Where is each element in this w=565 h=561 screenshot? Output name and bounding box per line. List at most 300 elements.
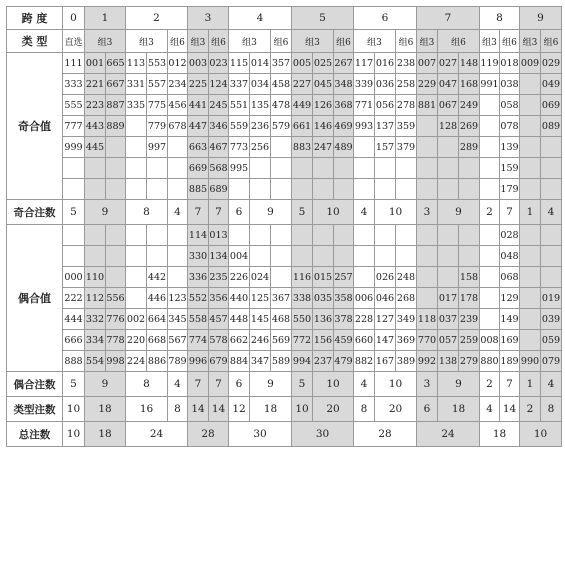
count-cell: 7 bbox=[500, 200, 520, 225]
number-cell: 156 bbox=[313, 330, 334, 351]
number-cell: 025 bbox=[313, 53, 334, 74]
number-cell: 279 bbox=[459, 351, 480, 372]
number-cell: 079 bbox=[541, 351, 562, 372]
odd-count-row bbox=[7, 200, 562, 225]
number-cell: 127 bbox=[375, 309, 396, 330]
number-cell bbox=[459, 225, 480, 246]
number-cell bbox=[126, 179, 147, 200]
number-cell: 883 bbox=[292, 137, 313, 158]
number-cell: 059 bbox=[541, 330, 562, 351]
number-cell: 554 bbox=[85, 351, 106, 372]
number-cell: 359 bbox=[396, 116, 417, 137]
number-cell bbox=[438, 246, 459, 267]
number-cell bbox=[480, 95, 500, 116]
number-cell: 015 bbox=[313, 267, 334, 288]
number-cell bbox=[271, 267, 292, 288]
number-cell: 137 bbox=[375, 116, 396, 137]
number-cell: 489 bbox=[334, 137, 354, 158]
number-cell: 013 bbox=[209, 225, 229, 246]
even-sum-label: 偶合值 bbox=[7, 225, 63, 372]
number-cell: 289 bbox=[459, 137, 480, 158]
number-cell bbox=[271, 158, 292, 179]
type-value-cell: 组6 bbox=[396, 30, 417, 53]
span-value-cell: 9 bbox=[520, 7, 562, 30]
count-cell: 18 bbox=[438, 397, 480, 422]
number-cell: 775 bbox=[147, 95, 168, 116]
count-cell: 4 bbox=[541, 372, 562, 397]
number-cell: 389 bbox=[396, 351, 417, 372]
number-cell: 661 bbox=[292, 116, 313, 137]
number-cell: 168 bbox=[459, 74, 480, 95]
number-cell: 887 bbox=[106, 95, 126, 116]
number-cell: 047 bbox=[438, 74, 459, 95]
number-cell bbox=[229, 179, 250, 200]
number-cell: 008 bbox=[480, 330, 500, 351]
number-cell: 660 bbox=[354, 330, 375, 351]
number-cell: 135 bbox=[250, 95, 271, 116]
number-cell bbox=[396, 246, 417, 267]
number-cell: 048 bbox=[500, 246, 520, 267]
count-cell: 1 bbox=[520, 372, 541, 397]
count-cell: 18 bbox=[85, 397, 126, 422]
count-cell: 30 bbox=[229, 422, 292, 447]
number-cell: 556 bbox=[106, 288, 126, 309]
number-cell bbox=[396, 225, 417, 246]
number-cell: 158 bbox=[459, 267, 480, 288]
number-cell bbox=[292, 246, 313, 267]
number-cell bbox=[313, 246, 334, 267]
number-cell: 990 bbox=[520, 351, 541, 372]
number-cell: 225 bbox=[188, 74, 209, 95]
number-cell bbox=[106, 267, 126, 288]
number-cell: 368 bbox=[334, 95, 354, 116]
span-value-cell: 2 bbox=[126, 7, 188, 30]
type-value-cell: 组6 bbox=[209, 30, 229, 53]
number-cell: 178 bbox=[459, 288, 480, 309]
table-row bbox=[7, 74, 562, 95]
count-cell: 10 bbox=[292, 397, 313, 422]
number-cell: 027 bbox=[438, 53, 459, 74]
number-cell: 332 bbox=[85, 309, 106, 330]
number-cell: 139 bbox=[500, 137, 520, 158]
number-cell bbox=[541, 225, 562, 246]
number-cell: 229 bbox=[417, 74, 438, 95]
number-cell: 663 bbox=[188, 137, 209, 158]
number-cell: 116 bbox=[292, 267, 313, 288]
number-cell: 129 bbox=[500, 288, 520, 309]
number-cell bbox=[541, 246, 562, 267]
count-cell: 4 bbox=[480, 397, 500, 422]
span-value-cell: 5 bbox=[292, 7, 354, 30]
number-cell bbox=[147, 225, 168, 246]
number-cell bbox=[313, 225, 334, 246]
number-cell: 445 bbox=[85, 137, 106, 158]
number-cell: 029 bbox=[541, 53, 562, 74]
number-cell bbox=[292, 158, 313, 179]
number-cell: 125 bbox=[250, 288, 271, 309]
number-cell: 134 bbox=[209, 246, 229, 267]
count-cell: 18 bbox=[250, 397, 292, 422]
count-cell: 4 bbox=[541, 200, 562, 225]
count-cell: 7 bbox=[209, 200, 229, 225]
number-cell: 550 bbox=[292, 309, 313, 330]
number-cell bbox=[438, 137, 459, 158]
type-value-cell: 组6 bbox=[500, 30, 520, 53]
count-cell: 4 bbox=[168, 200, 188, 225]
number-cell: 568 bbox=[209, 158, 229, 179]
number-cell bbox=[520, 225, 541, 246]
number-cell: 379 bbox=[396, 137, 417, 158]
number-cell bbox=[541, 137, 562, 158]
span-value-cell: 8 bbox=[480, 7, 520, 30]
number-cell bbox=[168, 179, 188, 200]
number-cell: 378 bbox=[334, 309, 354, 330]
number-cell: 456 bbox=[168, 95, 188, 116]
number-cell bbox=[271, 225, 292, 246]
number-cell: 995 bbox=[229, 158, 250, 179]
count-cell: 8 bbox=[354, 397, 375, 422]
number-cell bbox=[480, 225, 500, 246]
number-cell: 006 bbox=[354, 288, 375, 309]
number-cell: 772 bbox=[292, 330, 313, 351]
count-cell: 10 bbox=[63, 397, 85, 422]
span-value-cell: 4 bbox=[229, 7, 292, 30]
number-cell: 026 bbox=[375, 267, 396, 288]
span-value-cell: 6 bbox=[354, 7, 417, 30]
number-cell bbox=[147, 158, 168, 179]
span-type-table bbox=[6, 6, 562, 447]
number-cell: 045 bbox=[313, 74, 334, 95]
number-cell bbox=[480, 158, 500, 179]
number-cell: 001 bbox=[85, 53, 106, 74]
number-cell: 036 bbox=[375, 74, 396, 95]
number-cell bbox=[250, 179, 271, 200]
number-cell bbox=[375, 225, 396, 246]
count-cell: 14 bbox=[188, 397, 209, 422]
number-cell: 993 bbox=[354, 116, 375, 137]
number-cell: 239 bbox=[459, 309, 480, 330]
even-count-row-label: 偶合注数 bbox=[7, 372, 63, 397]
type-count-row-label: 类型注数 bbox=[7, 397, 63, 422]
number-cell: 278 bbox=[396, 95, 417, 116]
number-cell: 269 bbox=[459, 116, 480, 137]
number-cell bbox=[520, 137, 541, 158]
number-cell: 886 bbox=[147, 351, 168, 372]
number-cell: 440 bbox=[229, 288, 250, 309]
table-row bbox=[7, 288, 562, 309]
number-cell: 773 bbox=[229, 137, 250, 158]
number-cell: 337 bbox=[229, 74, 250, 95]
number-cell bbox=[459, 179, 480, 200]
number-cell bbox=[417, 225, 438, 246]
number-cell: 347 bbox=[250, 351, 271, 372]
number-cell: 123 bbox=[168, 288, 188, 309]
number-cell: 559 bbox=[229, 116, 250, 137]
number-cell bbox=[168, 267, 188, 288]
number-cell: 479 bbox=[334, 351, 354, 372]
type-value-cell: 组3 bbox=[417, 30, 438, 53]
number-cell bbox=[126, 137, 147, 158]
number-cell: 346 bbox=[209, 116, 229, 137]
number-cell: 249 bbox=[459, 95, 480, 116]
number-cell: 024 bbox=[250, 267, 271, 288]
number-cell bbox=[354, 246, 375, 267]
count-cell: 7 bbox=[188, 372, 209, 397]
number-cell: 248 bbox=[396, 267, 417, 288]
count-cell: 6 bbox=[417, 397, 438, 422]
count-cell: 18 bbox=[85, 422, 126, 447]
number-cell: 553 bbox=[147, 53, 168, 74]
count-cell: 8 bbox=[126, 372, 168, 397]
table-row bbox=[7, 158, 562, 179]
number-cell: 017 bbox=[438, 288, 459, 309]
number-cell bbox=[106, 225, 126, 246]
table-row bbox=[7, 225, 562, 246]
number-cell: 089 bbox=[541, 116, 562, 137]
number-cell bbox=[520, 309, 541, 330]
number-cell bbox=[106, 137, 126, 158]
number-cell bbox=[334, 179, 354, 200]
number-cell bbox=[271, 179, 292, 200]
number-cell bbox=[126, 246, 147, 267]
number-cell: 012 bbox=[168, 53, 188, 74]
count-cell: 16 bbox=[126, 397, 168, 422]
table-row bbox=[7, 351, 562, 372]
number-cell: 771 bbox=[354, 95, 375, 116]
number-cell: 114 bbox=[188, 225, 209, 246]
number-cell bbox=[250, 225, 271, 246]
number-cell: 889 bbox=[106, 116, 126, 137]
number-cell: 113 bbox=[126, 53, 147, 74]
number-cell: 888 bbox=[63, 351, 85, 372]
type-value-cell: 组3 bbox=[126, 30, 168, 53]
count-cell: 5 bbox=[292, 200, 313, 225]
table-row bbox=[7, 309, 562, 330]
number-cell bbox=[250, 246, 271, 267]
number-cell bbox=[541, 179, 562, 200]
number-cell: 049 bbox=[541, 74, 562, 95]
type-count-row bbox=[7, 397, 562, 422]
number-cell bbox=[63, 225, 85, 246]
type-value-cell: 组6 bbox=[271, 30, 292, 53]
span-value-cell: 3 bbox=[188, 7, 229, 30]
number-cell: 069 bbox=[541, 95, 562, 116]
number-cell bbox=[438, 225, 459, 246]
number-cell: 356 bbox=[209, 288, 229, 309]
number-cell: 128 bbox=[438, 116, 459, 137]
count-cell: 24 bbox=[126, 422, 188, 447]
number-cell bbox=[126, 158, 147, 179]
number-cell bbox=[459, 246, 480, 267]
number-cell: 345 bbox=[168, 309, 188, 330]
number-cell: 147 bbox=[375, 330, 396, 351]
number-cell: 005 bbox=[292, 53, 313, 74]
number-cell: 578 bbox=[209, 330, 229, 351]
number-cell: 478 bbox=[271, 95, 292, 116]
number-cell bbox=[85, 225, 106, 246]
number-cell: 034 bbox=[250, 74, 271, 95]
number-cell: 236 bbox=[250, 116, 271, 137]
number-cell: 776 bbox=[106, 309, 126, 330]
number-cell bbox=[417, 267, 438, 288]
number-cell bbox=[334, 158, 354, 179]
number-cell bbox=[334, 225, 354, 246]
number-cell: 223 bbox=[85, 95, 106, 116]
count-cell: 10 bbox=[313, 372, 354, 397]
number-cell: 467 bbox=[209, 137, 229, 158]
number-cell: 111 bbox=[63, 53, 85, 74]
number-cell: 369 bbox=[396, 330, 417, 351]
type-value-cell: 组6 bbox=[168, 30, 188, 53]
number-cell: 441 bbox=[188, 95, 209, 116]
number-cell bbox=[417, 246, 438, 267]
number-cell: 779 bbox=[147, 116, 168, 137]
number-cell: 443 bbox=[85, 116, 106, 137]
number-cell bbox=[438, 179, 459, 200]
number-cell: 228 bbox=[354, 309, 375, 330]
number-cell: 117 bbox=[354, 53, 375, 74]
number-cell bbox=[480, 179, 500, 200]
number-cell: 336 bbox=[188, 267, 209, 288]
number-cell bbox=[438, 158, 459, 179]
number-cell bbox=[520, 330, 541, 351]
number-cell: 004 bbox=[229, 246, 250, 267]
number-cell: 003 bbox=[188, 53, 209, 74]
count-cell: 30 bbox=[292, 422, 354, 447]
number-cell: 238 bbox=[396, 53, 417, 74]
number-cell: 770 bbox=[417, 330, 438, 351]
number-cell: 028 bbox=[500, 225, 520, 246]
number-cell: 885 bbox=[188, 179, 209, 200]
number-cell bbox=[85, 246, 106, 267]
number-cell: 357 bbox=[271, 53, 292, 74]
count-cell: 4 bbox=[354, 372, 375, 397]
number-cell bbox=[63, 246, 85, 267]
table-row bbox=[7, 137, 562, 158]
number-cell: 224 bbox=[126, 351, 147, 372]
number-cell: 159 bbox=[500, 158, 520, 179]
number-cell: 992 bbox=[417, 351, 438, 372]
number-cell bbox=[541, 267, 562, 288]
count-cell: 9 bbox=[250, 200, 292, 225]
number-cell: 664 bbox=[147, 309, 168, 330]
number-cell bbox=[292, 225, 313, 246]
number-cell: 996 bbox=[188, 351, 209, 372]
number-cell: 038 bbox=[500, 74, 520, 95]
number-cell bbox=[250, 158, 271, 179]
number-cell bbox=[168, 158, 188, 179]
number-cell: 245 bbox=[209, 95, 229, 116]
total-count-row-label: 总注数 bbox=[7, 422, 63, 447]
number-cell bbox=[520, 179, 541, 200]
type-value-cell: 组6 bbox=[334, 30, 354, 53]
table-row bbox=[7, 267, 562, 288]
number-cell: 234 bbox=[168, 74, 188, 95]
number-cell: 222 bbox=[63, 288, 85, 309]
number-cell bbox=[480, 246, 500, 267]
number-cell: 145 bbox=[250, 309, 271, 330]
number-cell: 037 bbox=[438, 309, 459, 330]
number-cell: 449 bbox=[292, 95, 313, 116]
number-cell: 666 bbox=[63, 330, 85, 351]
type-header-label: 类 型 bbox=[7, 30, 63, 53]
number-cell bbox=[63, 158, 85, 179]
number-cell: 167 bbox=[375, 351, 396, 372]
number-cell: 446 bbox=[147, 288, 168, 309]
number-cell: 169 bbox=[500, 330, 520, 351]
number-cell bbox=[147, 246, 168, 267]
number-cell bbox=[229, 225, 250, 246]
number-cell bbox=[168, 246, 188, 267]
number-cell: 991 bbox=[480, 74, 500, 95]
number-cell: 338 bbox=[292, 288, 313, 309]
number-cell: 778 bbox=[106, 330, 126, 351]
number-cell: 662 bbox=[229, 330, 250, 351]
number-cell: 367 bbox=[271, 288, 292, 309]
number-cell bbox=[480, 116, 500, 137]
table-row bbox=[7, 53, 562, 74]
number-cell bbox=[396, 158, 417, 179]
number-cell: 014 bbox=[250, 53, 271, 74]
number-cell: 669 bbox=[188, 158, 209, 179]
number-cell: 138 bbox=[438, 351, 459, 372]
number-cell: 124 bbox=[209, 74, 229, 95]
count-cell: 14 bbox=[209, 397, 229, 422]
number-cell: 589 bbox=[271, 351, 292, 372]
number-cell: 039 bbox=[541, 309, 562, 330]
count-cell: 2 bbox=[520, 397, 541, 422]
number-cell bbox=[126, 288, 147, 309]
number-cell: 884 bbox=[229, 351, 250, 372]
number-cell: 358 bbox=[334, 288, 354, 309]
count-cell: 10 bbox=[375, 200, 417, 225]
count-cell: 28 bbox=[354, 422, 417, 447]
number-cell bbox=[480, 137, 500, 158]
count-cell: 20 bbox=[313, 397, 354, 422]
number-cell: 555 bbox=[63, 95, 85, 116]
number-cell bbox=[271, 246, 292, 267]
count-cell: 24 bbox=[417, 422, 480, 447]
span-value-cell: 1 bbox=[85, 7, 126, 30]
number-cell bbox=[375, 179, 396, 200]
number-cell bbox=[354, 158, 375, 179]
number-cell bbox=[106, 179, 126, 200]
number-cell: 998 bbox=[106, 351, 126, 372]
number-cell: 016 bbox=[375, 53, 396, 74]
number-cell: 777 bbox=[63, 116, 85, 137]
number-cell: 557 bbox=[147, 74, 168, 95]
number-cell: 459 bbox=[334, 330, 354, 351]
number-cell: 469 bbox=[334, 116, 354, 137]
table-row bbox=[7, 330, 562, 351]
number-cell: 789 bbox=[168, 351, 188, 372]
number-cell bbox=[168, 225, 188, 246]
count-cell: 5 bbox=[292, 372, 313, 397]
number-cell: 880 bbox=[480, 351, 500, 372]
number-cell: 112 bbox=[85, 288, 106, 309]
count-cell: 20 bbox=[375, 397, 417, 422]
number-cell: 023 bbox=[209, 53, 229, 74]
number-cell: 447 bbox=[188, 116, 209, 137]
number-cell bbox=[354, 267, 375, 288]
number-cell: 136 bbox=[313, 309, 334, 330]
number-cell: 678 bbox=[168, 116, 188, 137]
number-cell: 068 bbox=[500, 267, 520, 288]
count-cell: 18 bbox=[480, 422, 520, 447]
count-cell: 9 bbox=[85, 372, 126, 397]
count-cell: 8 bbox=[168, 397, 188, 422]
number-cell: 057 bbox=[438, 330, 459, 351]
